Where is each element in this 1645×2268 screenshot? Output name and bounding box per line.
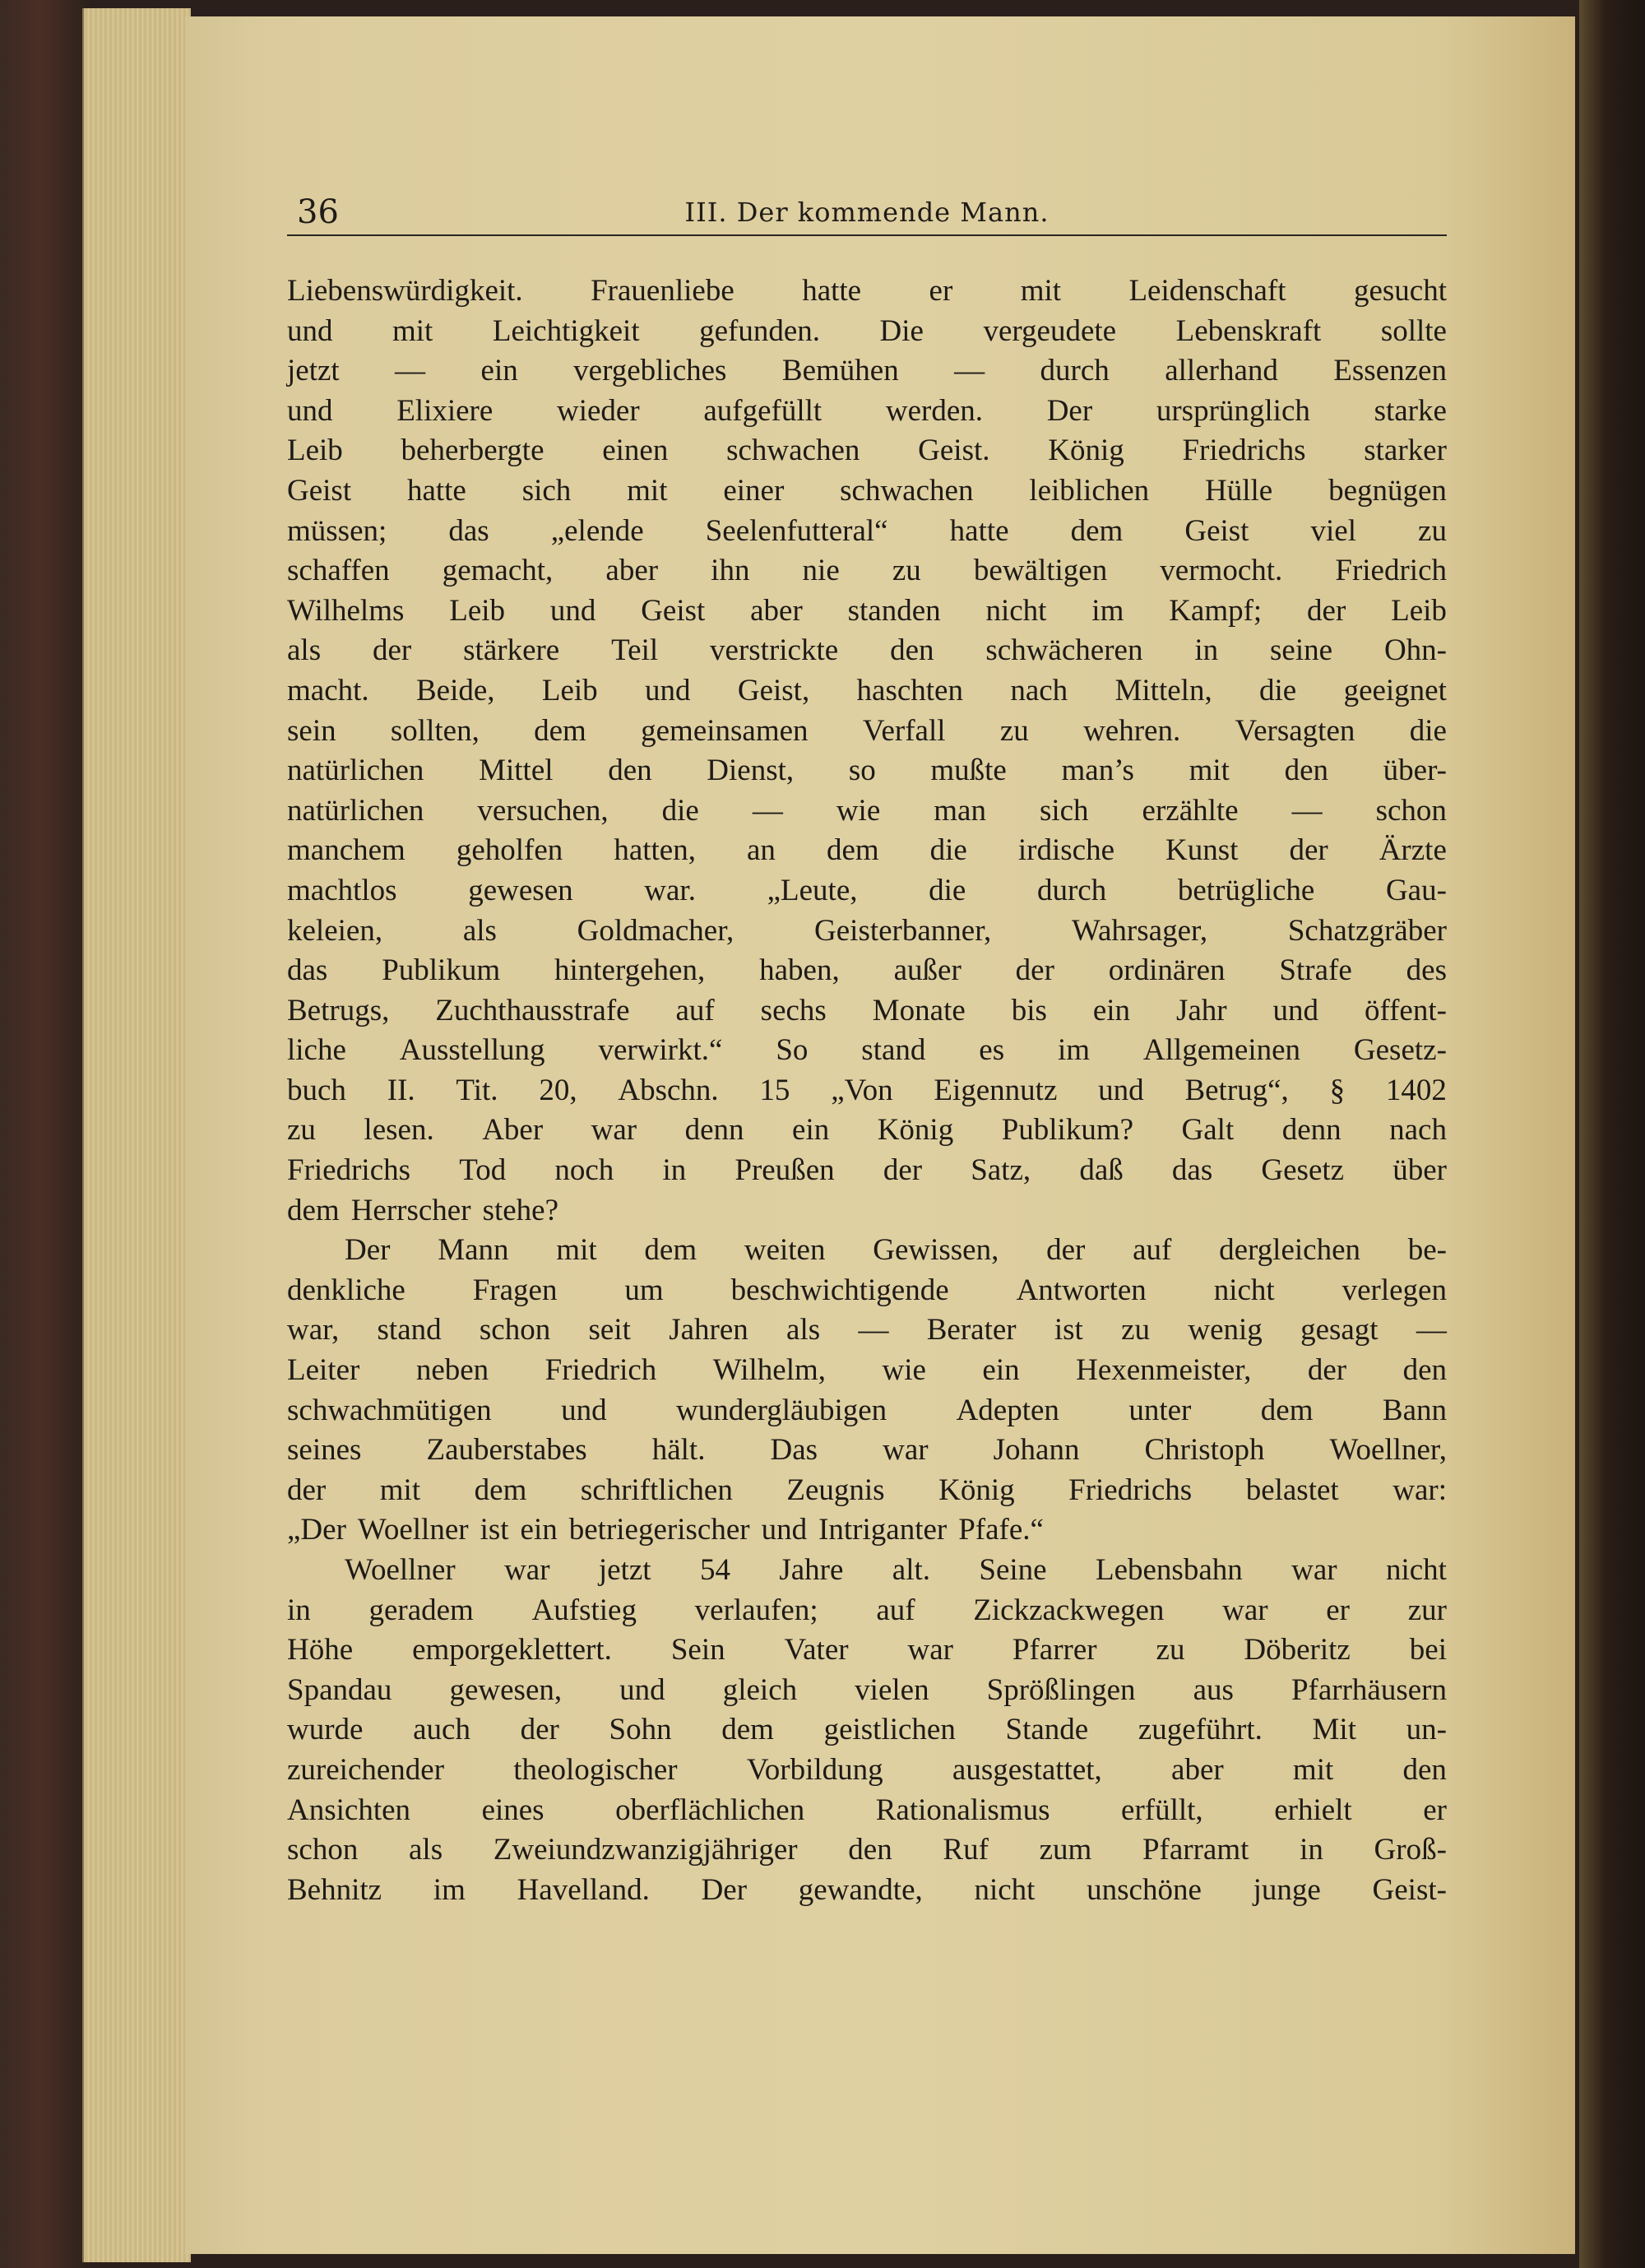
text-line: keleien, als Goldmacher, Geisterbanner, Wahrsager, Schatzgräber	[287, 913, 1447, 948]
text-line: Betrugs, Zuchthausstrafe auf sechs Monate bis ein Jahr und öffent-	[287, 993, 1447, 1027]
text-line: machtlos gewesen war. „Leute, die durch betrügliche Gau-	[287, 873, 1447, 907]
text-line: Ansichten eines oberflächlichen Rationalismus erfüllt, erhielt er	[287, 1793, 1447, 1827]
text-line: Liebenswürdigkeit. Frauenliebe hatte er mit Leidenschaft gesucht	[287, 274, 1447, 308]
text-line: zureichender theologischer Vorbildung ausgestattet, aber mit den	[287, 1752, 1447, 1787]
running-head: III. Der kommende Mann.	[684, 197, 1050, 228]
text-line: schon als Zweiundzwanzigjähriger den Ruf zum Pfarramt in Groß-	[287, 1833, 1447, 1867]
text-line: schwachmütigen und wundergläubigen Adepten unter dem Bann	[287, 1393, 1447, 1427]
text-line: „Der Woellner ist ein betriegerischer und Intriganter Pfafe.“	[287, 1513, 1044, 1547]
text-line: natürlichen Mittel den Dienst, so mußte man’s mit den über-	[287, 754, 1447, 788]
text-line: Behnitz im Havelland. Der gewandte, nicht unschöne junge Geist-	[287, 1872, 1447, 1907]
text-line: Geist hatte sich mit einer schwachen leiblichen Hülle begnügen	[287, 473, 1447, 508]
page-number: 36	[297, 193, 339, 231]
text-line: denkliche Fragen um beschwichtigende Antworten nicht verlegen	[287, 1273, 1447, 1307]
text-line: zu lesen. Aber war denn ein König Publikum? Galt denn nach	[287, 1113, 1447, 1148]
text-line: wurde auch der Sohn dem geistlichen Stande zugeführt. Mit un-	[287, 1713, 1447, 1747]
text-line: jetzt — ein vergebliches Bemühen — durch allerhand Essenzen	[287, 354, 1447, 388]
text-line: und Elixiere wieder aufgefüllt werden. Der ursprünglich starke	[287, 393, 1447, 428]
text-line: sein sollten, dem gemeinsamen Verfall zu wehren. Versagten die	[287, 713, 1447, 748]
book-cover-right	[1579, 0, 1645, 2268]
text-line: der mit dem schriftlichen Zeugnis König Friedrichs belastet war:	[287, 1473, 1447, 1507]
text-line: und mit Leichtigkeit gefunden. Die vergeudete Lebenskraft sollte	[287, 313, 1447, 348]
text-line: Höhe emporgeklettert. Sein Vater war Pfarrer zu Döberitz bei	[287, 1633, 1447, 1667]
text-line: seines Zauberstabes hält. Das war Johann Christoph Woellner,	[287, 1433, 1447, 1468]
text-line: Friedrichs Tod noch in Preußen der Satz, daß das Gesetz über	[287, 1153, 1447, 1188]
text-line: liche Ausstellung verwirkt.“ So stand es im Allgemeinen Gesetz-	[287, 1033, 1447, 1068]
text-line: Woellner war jetzt 54 Jahre alt. Seine Lebensbahn war nicht	[345, 1553, 1447, 1587]
text-line: das Publikum hintergehen, haben, außer der ordinären Strafe des	[287, 953, 1447, 988]
text-line: schaffen gemacht, aber ihn nie zu bewältigen vermocht. Friedrich	[287, 554, 1447, 588]
text-line: buch II. Tit. 20, Abschn. 15 „Von Eigennutz und Betrug“, § 1402	[287, 1073, 1447, 1107]
text-line: macht. Beide, Leib und Geist, haschten nach Mitteln, die geeignet	[287, 673, 1447, 707]
text-line: als der stärkere Teil verstrickte den schwächeren in seine Ohn-	[287, 633, 1447, 668]
book-cover-left	[0, 0, 90, 2268]
text-line: natürlichen versuchen, die — wie man sich erzählte — schon	[287, 793, 1447, 828]
text-line: Der Mann mit dem weiten Gewissen, der auf dergleichen be-	[345, 1233, 1447, 1268]
body-text	[287, 271, 1447, 1910]
page-edges	[82, 8, 191, 2262]
text-line: müssen; das „elende Seelenfutteral“ hatte dem Geist viel zu	[287, 513, 1447, 548]
text-line: Spandau gewesen, und gleich vielen Sprößlingen aus Pfarrhäusern	[287, 1672, 1447, 1707]
text-line: war, stand schon seit Jahren als — Berater ist zu wenig gesagt —	[287, 1313, 1447, 1347]
text-line: dem Herrscher stehe?	[287, 1193, 559, 1227]
page-header	[287, 185, 1447, 236]
text-line: Wilhelms Leib und Geist aber standen nicht im Kampf; der Leib	[287, 593, 1447, 628]
text-line: in geradem Aufstieg verlaufen; auf Zickzackwegen war er zur	[287, 1593, 1447, 1627]
text-line: Leib beherbergte einen schwachen Geist. König Friedrichs starker	[287, 434, 1447, 468]
text-line: manchem geholfen hatten, an dem die irdische Kunst der Ärzte	[287, 833, 1447, 868]
text-line: Leiter neben Friedrich Wilhelm, wie ein Hexenmeister, der den	[287, 1353, 1447, 1388]
